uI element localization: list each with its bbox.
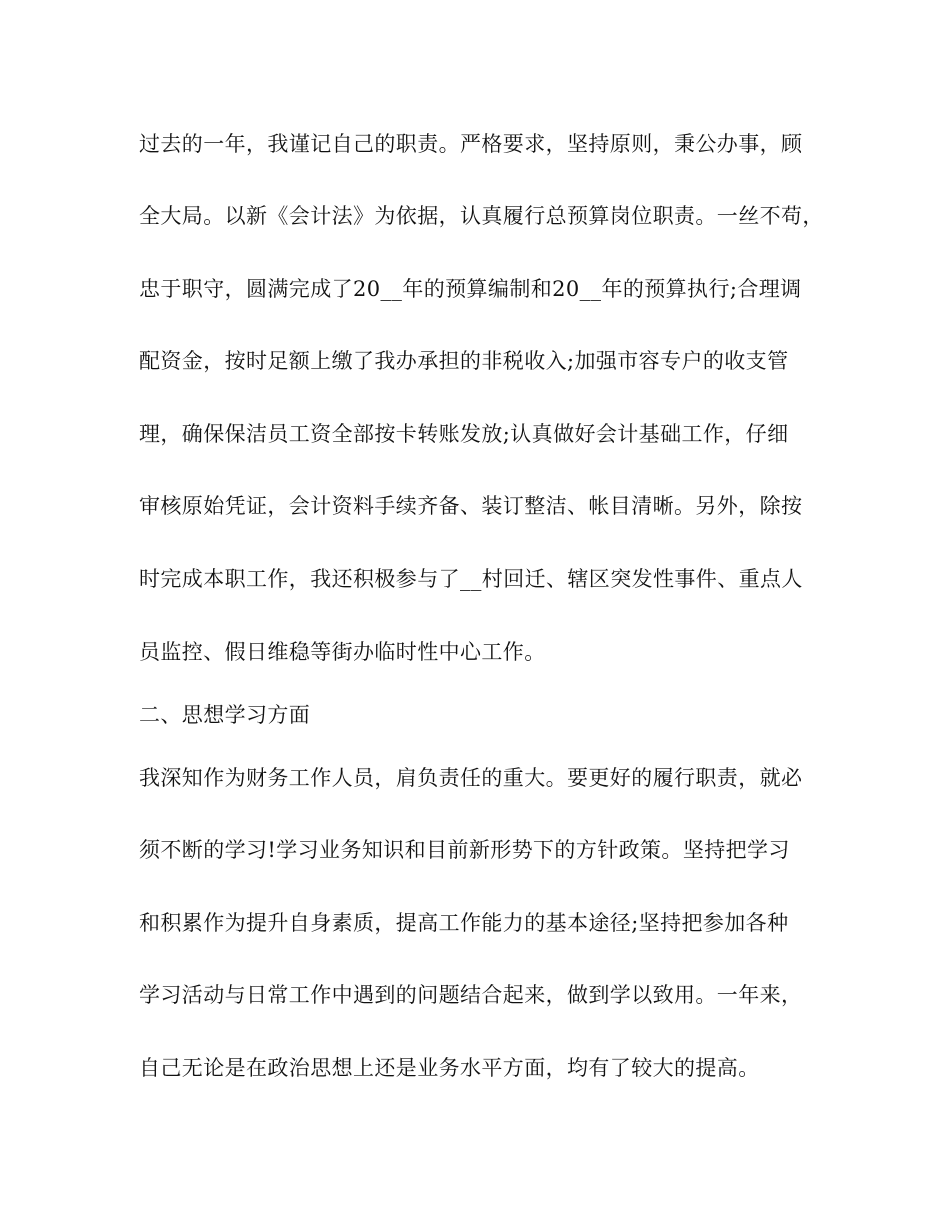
paragraph-1-line-1: 过去的一年，我谨记自己的职责。严格要求，坚持原则，秉公办事，顾 — [139, 132, 803, 156]
section-heading-thought-study: 二、思想学习方面 — [139, 703, 311, 727]
paragraph-1-line-6: 审核原始凭证，会计资料手续齐备、装订整洁、帐目清晰。另外，除按 — [139, 494, 803, 518]
paragraph-2-line-1: 我深知作为财务工作人员，肩负责任的重大。要更好的履行职责，就必 — [139, 766, 803, 790]
paragraph-1-line-3: 忠于职守，圆满完成了20__年的预算编制和20__年的预算执行;合理调 — [139, 277, 802, 301]
paragraph-1-line-5: 理，确保保洁员工资全部按卡转账发放;认真做好会计基础工作，仔细 — [139, 422, 789, 446]
paragraph-1-line-4: 配资金，按时足额上缴了我办承担的非税收入;加强市容专户的收支管 — [139, 349, 789, 373]
paragraph-1-line-7: 时完成本职工作，我还积极参与了__村回迁、辖区突发性事件、重点人 — [139, 567, 803, 591]
paragraph-1-line-2: 全大局。以新《会计法》为依据，认真履行总预算岗位职责。一丝不苟， — [139, 204, 824, 228]
paragraph-2-line-5: 自己无论是在政治思想上还是业务水平方面，均有了较大的提高。 — [139, 1056, 760, 1080]
paragraph-2-line-2: 须不断的学习!学习业务知识和目前新形势下的方针政策。坚持把学习 — [139, 838, 790, 862]
paragraph-2-line-4: 学习活动与日常工作中遇到的问题结合起来，做到学以致用。一年来， — [139, 983, 803, 1007]
paragraph-1-line-8: 员监控、假日维稳等街办临时性中心工作。 — [139, 640, 546, 664]
paragraph-2-line-3: 和积累作为提升自身素质，提高工作能力的基本途径;坚持把参加各种 — [139, 911, 789, 935]
